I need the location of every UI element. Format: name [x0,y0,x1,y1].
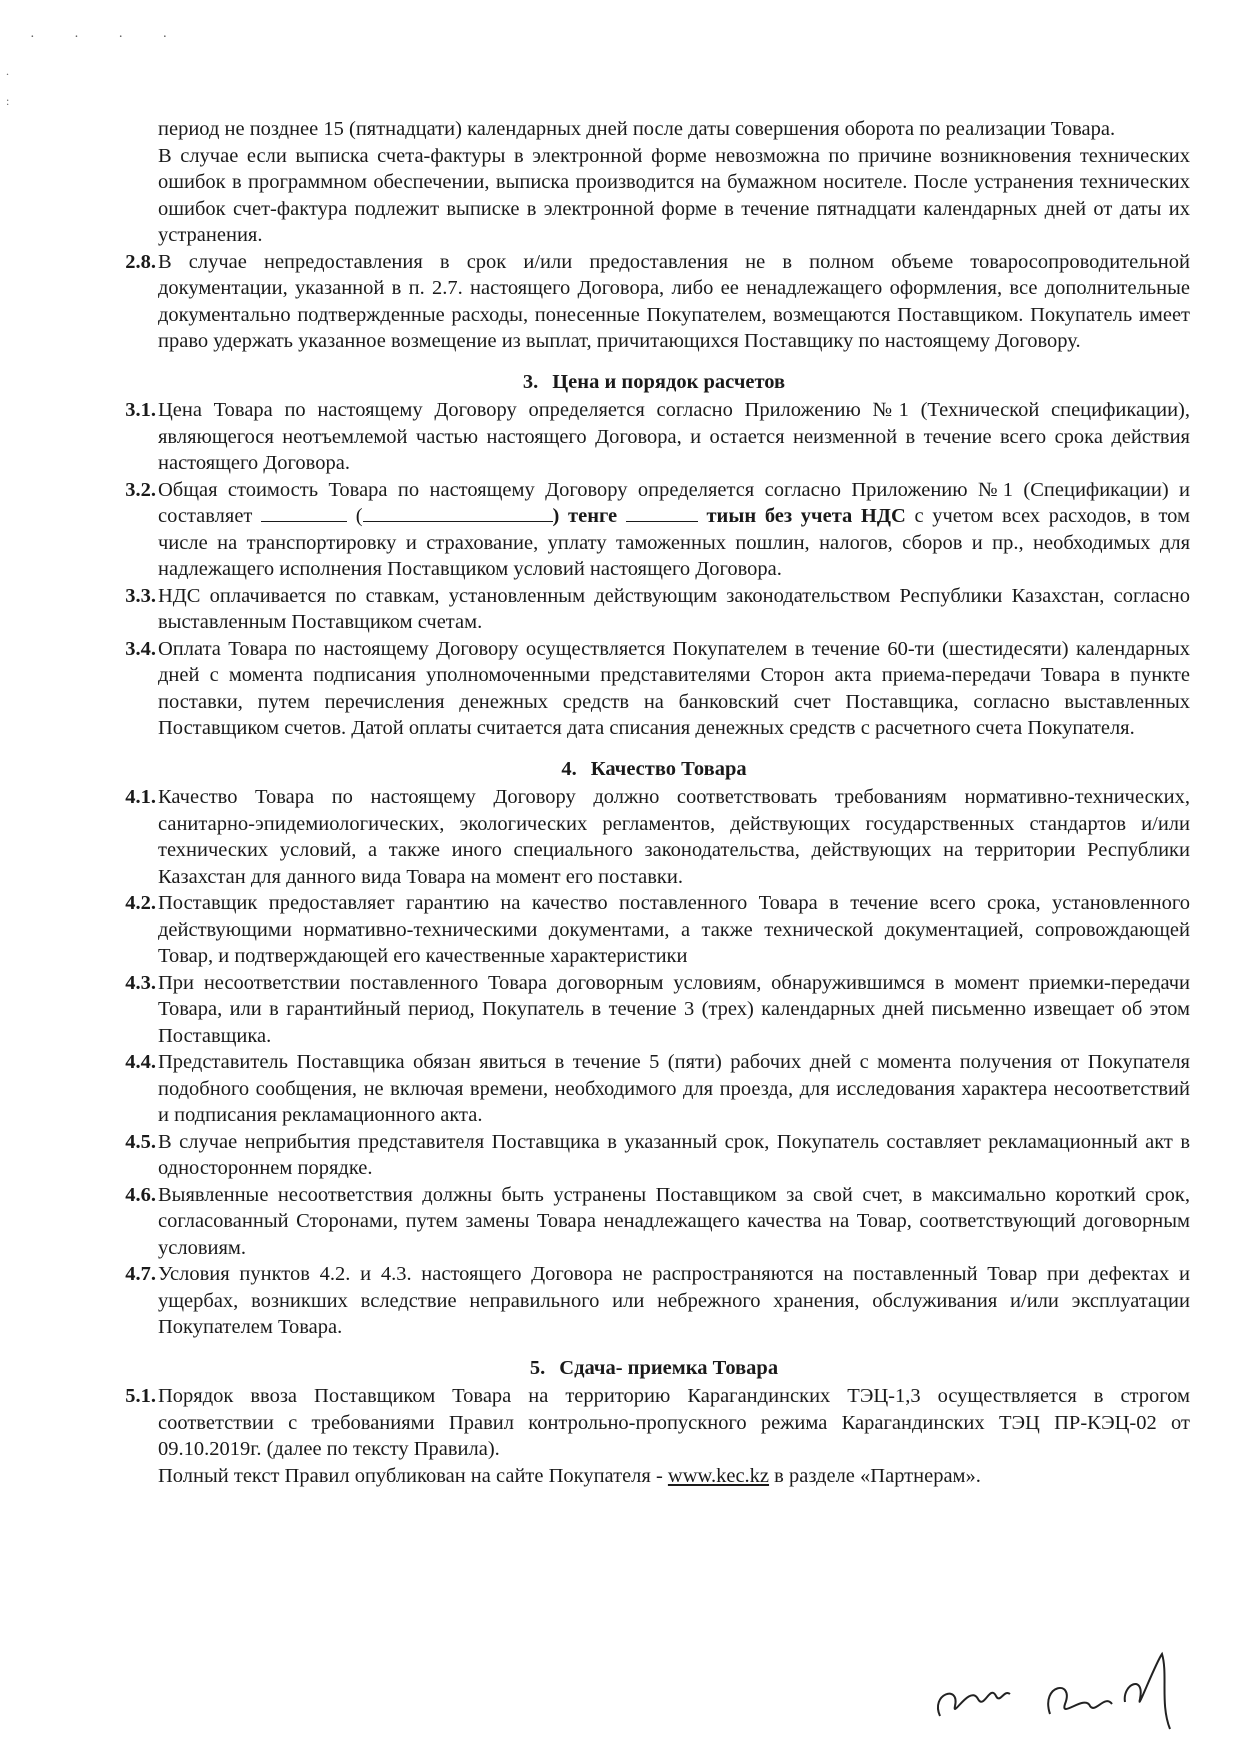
clause-number: 3.2. [125,478,156,501]
clause-text: При несоответствии поставленного Товара договорным условиям, обнаружившимся в момент приемки-передачи Товара, или в гарантийный период, Покупатель в течение 3 (трех) календарных дней письменно извещает об этом Поставщика. [158,971,1190,1047]
clause-number: 4.5. [125,1130,156,1153]
section-number: 3. [522,370,539,393]
rules-text: Полный текст Правил опубликован на сайте Покупателя - [158,1464,663,1487]
section-number: 4. [561,757,577,780]
clause-3-3 [118,583,1190,636]
paragraph: период не позднее 15 (пятнадцати) календарных дней после даты совершения оборота по реализации Товара. [158,118,1116,140]
clause-text: Порядок ввоза Поставщиком Товара на территорию Карагандинских ТЭЦ-1,3 осуществляется в строгом соответствии с требованиями Правил контрольно-пропускного режима Карагандинских ТЭЦ ПР-КЭЦ-02 от 09.10.2019г. (далее по тексту Правила). [158,1385,1190,1460]
clause-text: Поставщик предоставляет гарантию на качество поставленного Товара в течение всего срока, установленного действующими нормативно-техническими документами, а также технической документацией, сопровождающей Товар, и подтверждающей его качественные характеристики [158,892,1190,967]
signatures [900,1644,1200,1734]
clause-5-1 [118,1383,1190,1463]
clause-4-2 [118,890,1190,970]
clause-2-8 [118,249,1190,355]
clause-number: 3.4. [125,637,156,660]
clause-number: 4.3. [125,971,156,994]
section-heading-5 [118,1355,1190,1382]
clause-text-part: ( [355,505,363,527]
section-title: Качество Товара [590,757,747,780]
clause-number: 4.4. [125,1051,156,1073]
clause-number: 4.7. [125,1263,156,1285]
clause-text-part: ) тенге [552,505,618,527]
section-title: Сдача- приемка Товара [559,1356,779,1379]
clause-number: 4.6. [125,1183,156,1206]
clause-number: 4.1. [125,786,156,808]
amount-words-blank [363,503,553,522]
scan-mark: : [6,94,10,108]
clause-number: 3.3. [125,584,156,607]
tiyn-blank [626,503,698,522]
clause-text: В случае неприбытия представителя Поставщика в указанный срок, Покупатель составляет рекламационный акт в одностороннем порядке. [158,1130,1190,1179]
clause-4-6 [118,1182,1190,1262]
clause-text-part: тиын без учета НДС [706,505,906,527]
clause-4-1 [118,784,1190,890]
clause-3-4 [118,636,1190,742]
clause-3-2 [118,477,1190,583]
clause-text-part: Общая стоимость Товара по настоящему Договору определяется согласно Приложению №1 (Спецификации) и составляет [158,478,1190,527]
clause-number: 3.1. [125,399,156,421]
clause-text: Качество Товара по настоящему Договору должно соответствовать требованиям нормативно-технических, санитарно-эпидемиологических, экологических регламентов, действующих государственных стандартов и/или технических условий, а также иного специального законодательства, действующих на территории Республики Казахстан для данного вида Товара на момент его поставки. [158,786,1190,888]
paragraph: В случае если выписка счета-фактуры в электронной форме невозможна по причине возникновения технических ошибок в программном обеспечении, выписка производится на бумажном носителе. После устранения технических ошибок счет-фактура подлежит выписке в электронной форме в течение пятнадцати календарных дней от даты их устранения. [158,144,1190,246]
clause-number: 5.1. [125,1385,156,1407]
clause-4-7 [118,1261,1190,1341]
section-title: Цена и порядок расчетов [552,370,786,393]
clause-4-3 [118,970,1190,1050]
section-number: 5. [529,1356,546,1379]
clause-text: Условия пунктов 4.2. и 4.3. настоящего Договора не распространяются на поставленный Товар при дефектах и ущербах, возникших вследствие неправильного или небрежного хранения, обслуживания и/или эксплуатации Покупателем Товара. [158,1263,1190,1338]
signature-1 [938,1693,1010,1716]
clause-text: Цена Товара по настоящему Договору определяется согласно Приложению №1 (Технической спецификации), являющегося неотъемлемой частью настоящего Договора, и остается неизменной в течение всего срока действия настоящего Договора. [158,399,1190,474]
clause-4-5 [118,1129,1190,1182]
amount-blank [261,503,347,522]
signature-2 [1048,1654,1170,1729]
website-link[interactable]: www.kec.kz [667,1464,770,1487]
clause-text [158,477,1190,583]
clause-text-part: с учетом всех расходов, в том числе на транспортировку и страхование, уплату таможенных пошлин, налогов, сборов и пр., необходимых для надлежащего исполнения Поставщиком условий настоящего Договора. [158,505,1190,580]
clause-text: НДС оплачивается по ставкам, установленным действующим законодательством Республики Казахстан, согласно выставленным Поставщиком счетам. [158,584,1190,633]
clause-4-4 [118,1049,1190,1129]
clause-number: 4.2. [125,892,156,914]
clause-number: 2.8. [125,250,156,273]
rules-paragraph [118,1463,1190,1490]
section-heading-4 [118,756,1190,783]
scan-mark: . [6,64,9,78]
scan-specks: · · · · [30,30,186,45]
clause-text: В случае непредоставления в срок и/или предоставления не в полном объеме товаросопроводительной документации, указанной в п. 2.7. настоящего Договора, либо ее ненадлежащего оформления, все дополнительные документально подтвержденные расходы, понесенные Покупателем, возмещаются Поставщиком. Покупатель имеет право удержать указанное возмещение из выплат, причитающихся Поставщику по настоящему Договору. [158,250,1190,352]
section-heading-3 [118,369,1190,396]
rules-text: в разделе «Партнерам». [774,1464,981,1487]
clause-text: Выявленные несоответствия должны быть устранены Поставщиком за свой счет, в максимально короткий срок, согласованный Сторонами, путем замены Товара ненадлежащего качества на Товар, соответствующий договорным условиям. [158,1183,1190,1259]
document-body [118,116,1190,1489]
clause-text: Оплата Товара по настоящему Договору осуществляется Покупателем в течение 60-ти (шестидесяти) календарных дней с момента подписания уполномоченными представителями Сторон акта приема-передачи Товара в пункте поставки, путем перечисления денежных средств на банковский счет Поставщика, согласно выставленных Поставщиком счетов. Датой оплаты считается дата списания денежных средств с расчетного счета Покупателя. [158,637,1190,739]
clause-text: Представитель Поставщика обязан явиться в течение 5 (пяти) рабочих дней с момента получения от Покупателя подобного сообщения, не включая времени, необходимого для проезда, для исследования характера несоответствий и подписания рекламационного акта. [158,1051,1190,1126]
clause-3-1 [118,397,1190,477]
